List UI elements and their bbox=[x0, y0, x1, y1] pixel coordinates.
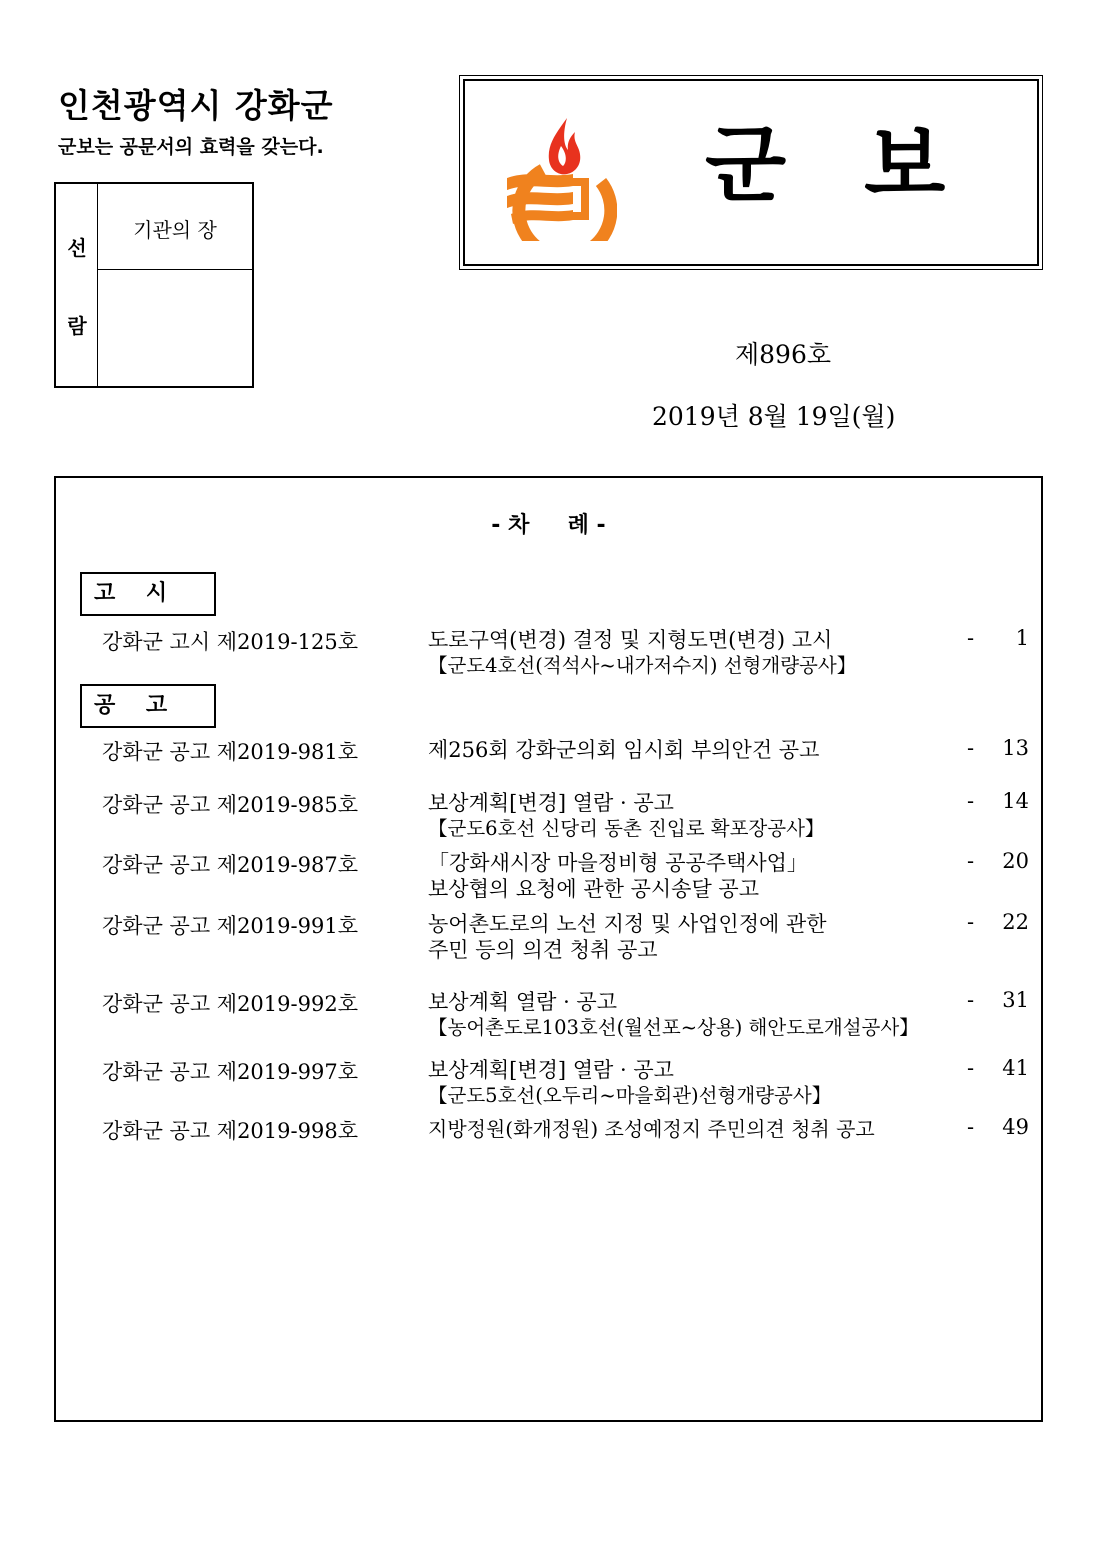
entry-dash: - bbox=[967, 736, 975, 760]
entry-page: 31 bbox=[1002, 988, 1029, 1012]
entry-page: 22 bbox=[1002, 910, 1029, 934]
table-of-contents bbox=[54, 476, 1043, 1422]
issuer-note: 군보는 공문서의 효력을 갖는다. bbox=[58, 136, 324, 158]
entry-dash: - bbox=[967, 988, 975, 1012]
entry-title: 지방정원(화개정원) 조성예정지 주민의견 청취 공고 bbox=[428, 1117, 875, 1141]
entry-ref: 강화군 공고 제2019-997호 bbox=[102, 1060, 358, 1084]
entry-title: 보상계획[변경] 열람 · 공고 bbox=[428, 1058, 674, 1082]
entry-dash: - bbox=[967, 849, 975, 873]
review-side-column bbox=[56, 184, 98, 386]
entry-page: 20 bbox=[1002, 849, 1029, 873]
entry-subtitle: 【군도5호선(오두리~마을회관)선형개량공사】 bbox=[428, 1084, 832, 1107]
entry-subtitle: 【군도4호선(적석사~내가저수지) 선형개량공사】 bbox=[428, 654, 857, 677]
entry-title: 제256회 강화군의회 임시회 부의안건 공고 bbox=[428, 738, 820, 762]
entry-ref: 강화군 공고 제2019-991호 bbox=[102, 914, 358, 938]
entry-dash: - bbox=[967, 1115, 975, 1139]
entry-title: 보상계획 열람 · 공고 bbox=[428, 990, 617, 1014]
entry-subtitle: 【농어촌도로103호선(월선포~상용) 해안도로개설공사】 bbox=[428, 1016, 919, 1039]
masthead bbox=[459, 75, 1043, 270]
county-emblem-icon bbox=[505, 116, 617, 241]
entry-title: 농어촌도로의 노선 지정 및 사업인정에 관한 bbox=[428, 912, 827, 936]
entry-ref: 강화군 공고 제2019-987호 bbox=[102, 853, 358, 877]
entry-page: 49 bbox=[1002, 1115, 1029, 1139]
issuer-name: 인천광역시 강화군 bbox=[58, 86, 334, 125]
section-label-announcement: 공 고 bbox=[80, 684, 216, 728]
entry-subtitle: 주민 등의 의견 청취 공고 bbox=[428, 938, 658, 962]
entry-subtitle: 【군도6호선 신당리 동촌 진입로 확포장공사】 bbox=[428, 817, 825, 840]
entry-title: 「강화새시장 마을정비형 공공주택사업」 bbox=[428, 851, 808, 875]
entry-subtitle: 보상협의 요청에 관한 공시송달 공고 bbox=[428, 877, 759, 901]
entry-dash: - bbox=[967, 626, 975, 650]
entry-ref: 강화군 공고 제2019-985호 bbox=[102, 793, 358, 817]
entry-ref: 강화군 공고 제2019-998호 bbox=[102, 1119, 358, 1143]
entry-ref: 강화군 공고 제2019-981호 bbox=[102, 740, 358, 764]
entry-dash: - bbox=[967, 910, 975, 934]
review-side-label-1: 선 bbox=[67, 236, 87, 260]
entry-dash: - bbox=[967, 1056, 975, 1080]
review-side-label-2: 람 bbox=[67, 314, 87, 338]
entry-page: 1 bbox=[1015, 626, 1029, 650]
entry-page: 13 bbox=[1002, 736, 1029, 760]
review-head-label: 기관의 장 bbox=[98, 184, 252, 270]
entry-page: 14 bbox=[1002, 789, 1029, 813]
issue-number: 제896호 bbox=[735, 340, 832, 369]
review-box bbox=[54, 182, 254, 388]
entry-title: 도로구역(변경) 결정 및 지형도면(변경) 고시 bbox=[428, 628, 833, 652]
entry-title: 보상계획[변경] 열람 · 공고 bbox=[428, 791, 674, 815]
toc-title: - 차 례 - bbox=[491, 513, 606, 538]
masthead-title: 군보 bbox=[705, 116, 1024, 214]
section-label-notice: 고 시 bbox=[80, 572, 216, 616]
entry-page: 41 bbox=[1002, 1056, 1029, 1080]
masthead-inner-frame bbox=[463, 79, 1039, 266]
issue-date: 2019년 8월 19일(월) bbox=[652, 402, 896, 431]
entry-dash: - bbox=[967, 789, 975, 813]
entry-ref: 강화군 고시 제2019-125호 bbox=[102, 630, 358, 654]
entry-ref: 강화군 공고 제2019-992호 bbox=[102, 992, 358, 1016]
